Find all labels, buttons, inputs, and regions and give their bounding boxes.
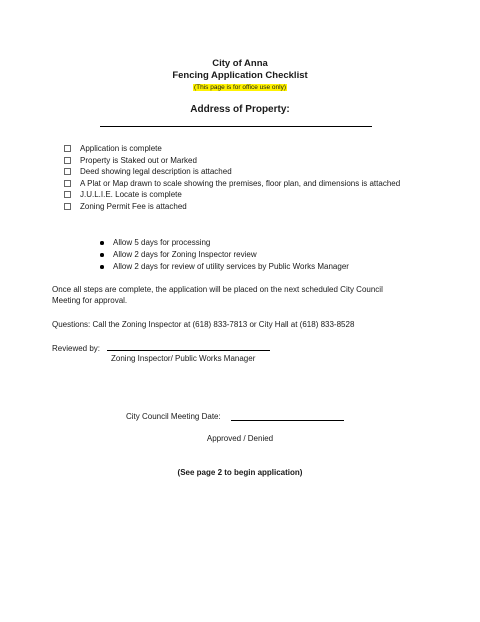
footer-note: (See page 2 to begin application) <box>177 468 303 477</box>
checkbox[interactable] <box>64 145 71 152</box>
checklist-item-label: Deed showing legal description is attached <box>80 167 232 177</box>
questions-text: Questions: Call the Zoning Inspector at (618) 833-7813 or City Hall at (618) 833-8528 <box>52 320 355 329</box>
address-label: Address of Property: <box>190 104 290 115</box>
checkbox[interactable] <box>64 168 71 175</box>
timeline-item-label: Allow 2 days for review of utility services by Public Works Manager <box>113 262 349 271</box>
checklist-item-label: Zoning Permit Fee is attached <box>80 201 187 211</box>
checklist-item-label: Property is Staked out or Marked <box>80 155 197 165</box>
checklist-item-label: A Plat or Map drawn to scale showing the premises, floor plan, and dimensions is attached <box>80 178 401 188</box>
checklist-item-label: J.U.L.I.E. Locate is complete <box>80 190 182 200</box>
reviewed-by-line[interactable] <box>107 350 270 351</box>
checklist-item <box>64 178 404 190</box>
council-date-line[interactable] <box>231 420 344 421</box>
timeline-item <box>100 249 420 261</box>
reviewed-by-caption: Zoning Inspector/ Public Works Manager <box>111 354 256 363</box>
checkbox[interactable] <box>64 180 71 187</box>
timeline-item <box>100 261 420 273</box>
checkbox[interactable] <box>64 203 71 210</box>
checklist-item-label: Application is complete <box>80 144 162 153</box>
city-name: City of Anna <box>212 58 268 69</box>
checklist-item <box>64 166 404 178</box>
checklist-item <box>64 189 404 201</box>
bullet-icon <box>100 241 104 245</box>
timeline-item-label: Allow 5 days for processing <box>113 238 211 247</box>
checklist-item <box>64 143 404 155</box>
completion-note: Once all steps are complete, the application will be placed on the next scheduled City Council Meeting for approval. <box>52 285 383 305</box>
timeline-list <box>100 237 420 273</box>
council-date-label: City Council Meeting Date: <box>126 412 221 421</box>
approval-status: Approved / Denied <box>206 434 274 443</box>
checklist <box>64 143 404 213</box>
bullet-icon <box>100 265 104 269</box>
checkbox[interactable] <box>64 191 71 198</box>
checklist-item <box>64 201 404 213</box>
timeline-item-label: Allow 2 days for Zoning Inspector review <box>113 250 257 259</box>
address-line[interactable] <box>100 126 372 127</box>
form-title: Fencing Application Checklist <box>172 70 308 81</box>
checkbox[interactable] <box>64 157 71 164</box>
timeline-item <box>100 237 420 249</box>
office-use-highlight: (This page is for office use only) <box>193 84 286 91</box>
reviewed-by-label: Reviewed by: <box>52 344 101 353</box>
office-use-note <box>0 83 480 92</box>
bullet-icon <box>100 253 104 257</box>
checklist-item <box>64 155 404 167</box>
